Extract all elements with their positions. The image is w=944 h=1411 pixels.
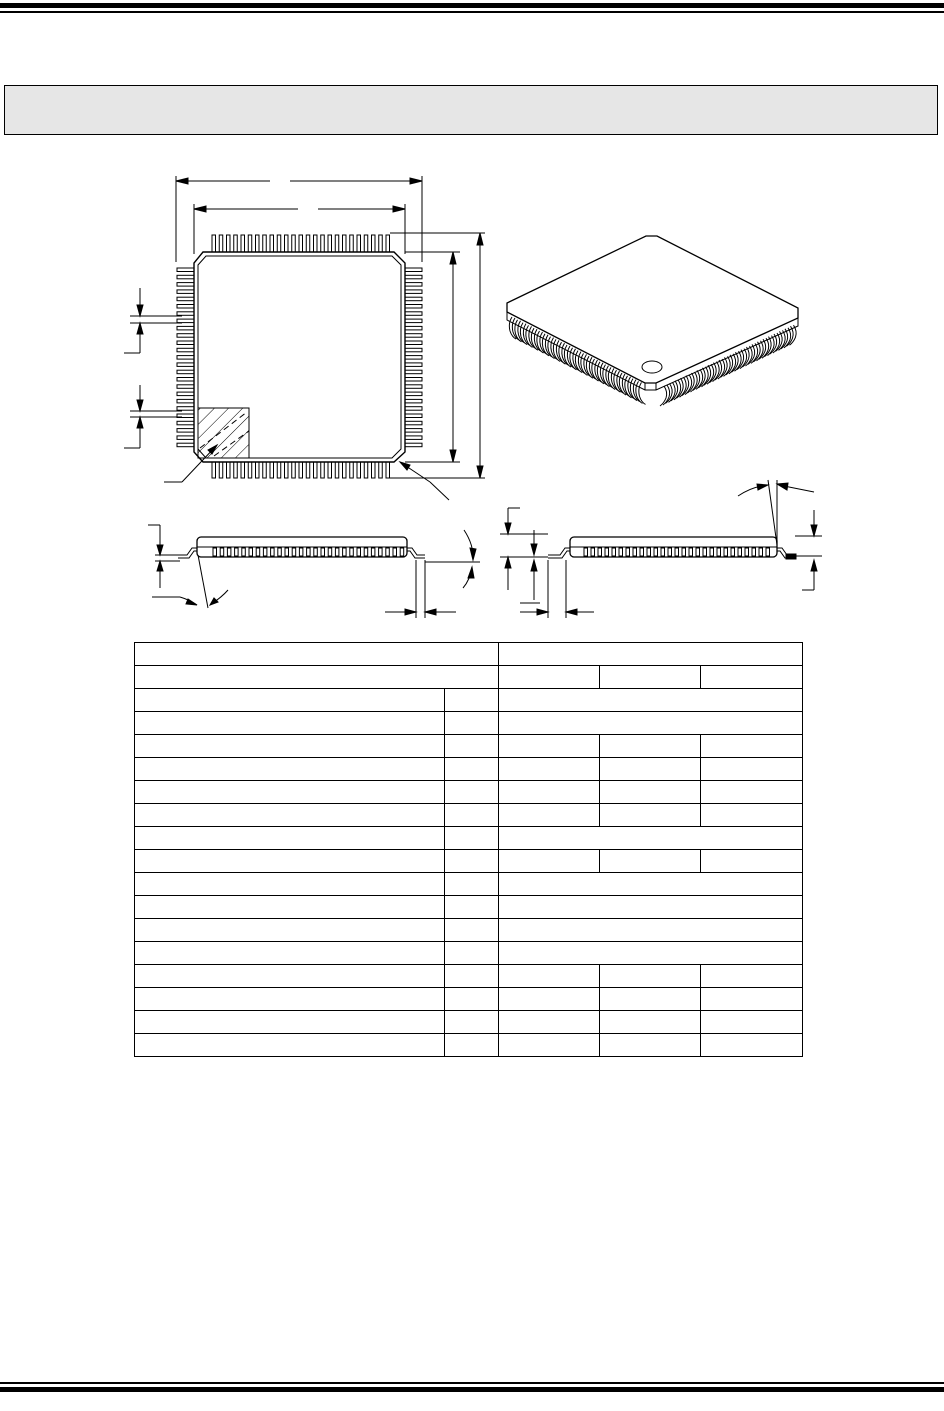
left-pins <box>177 268 194 447</box>
pin <box>766 548 770 556</box>
pin <box>386 235 390 252</box>
pin <box>343 235 347 252</box>
package-drawing <box>0 0 944 640</box>
pin <box>405 283 422 287</box>
pin <box>405 421 422 425</box>
side-view-left <box>148 525 480 618</box>
pin <box>335 548 339 556</box>
table-row <box>135 873 803 896</box>
pin <box>285 462 289 478</box>
pin <box>386 462 390 478</box>
pin <box>306 462 310 478</box>
pin <box>314 462 318 478</box>
pin <box>350 548 354 556</box>
pin <box>343 462 347 478</box>
pin <box>405 370 422 374</box>
pin <box>654 548 658 556</box>
pin <box>364 462 368 478</box>
pin <box>270 462 274 478</box>
pin <box>696 548 700 556</box>
pin <box>271 548 275 556</box>
pin <box>752 548 756 556</box>
pin <box>292 548 296 556</box>
pin <box>364 235 368 252</box>
isometric-view <box>507 236 798 406</box>
pin <box>277 235 281 252</box>
pin <box>314 548 318 556</box>
pin <box>405 363 422 367</box>
top-view <box>124 176 485 500</box>
pin <box>177 443 194 447</box>
lead <box>660 385 670 406</box>
table-row <box>135 758 803 781</box>
pin <box>405 356 422 360</box>
pin <box>405 275 422 279</box>
pin <box>307 548 311 556</box>
bottom-pins <box>212 462 390 478</box>
pin <box>219 462 223 478</box>
pin <box>270 235 274 252</box>
pin <box>241 235 245 252</box>
bottom-rule-thick <box>0 1387 944 1392</box>
pin <box>405 326 422 330</box>
pin <box>335 235 339 252</box>
pin <box>177 283 194 287</box>
pin <box>731 548 735 556</box>
pin <box>710 548 714 556</box>
right-pins <box>405 268 422 447</box>
pin <box>177 290 194 294</box>
table-row <box>135 781 803 804</box>
pin <box>285 548 289 556</box>
pin <box>405 290 422 294</box>
pin <box>220 548 224 556</box>
pin <box>405 436 422 440</box>
bottom-rule-thin <box>0 1382 944 1384</box>
pin1-dimple <box>642 361 662 373</box>
pin <box>299 235 303 252</box>
pin <box>372 235 376 252</box>
top-pins <box>212 235 390 252</box>
pin <box>598 548 602 556</box>
side-view-right <box>500 480 822 618</box>
pin <box>364 548 368 556</box>
pin <box>177 436 194 440</box>
pin <box>405 319 422 323</box>
table-row <box>135 804 803 827</box>
pin <box>350 462 354 478</box>
table-row <box>135 988 803 1011</box>
pin <box>277 462 281 478</box>
pin <box>242 548 246 556</box>
pin <box>241 462 245 478</box>
pin <box>405 305 422 309</box>
pin <box>745 548 749 556</box>
pin <box>177 319 194 323</box>
pin <box>177 312 194 316</box>
pin <box>292 462 296 478</box>
pin <box>405 429 422 433</box>
pin <box>626 548 630 556</box>
pin <box>177 378 194 382</box>
pin <box>584 548 588 556</box>
pin <box>633 548 637 556</box>
pin <box>371 548 375 556</box>
pin <box>405 378 422 382</box>
pin <box>372 462 376 478</box>
pin <box>405 385 422 389</box>
pin <box>717 548 721 556</box>
pin <box>285 235 289 252</box>
pin <box>177 275 194 279</box>
pin <box>759 548 763 556</box>
pin <box>724 548 728 556</box>
pin <box>386 548 390 556</box>
pin <box>357 235 361 252</box>
pin <box>256 548 260 556</box>
pin <box>405 268 422 272</box>
pin <box>591 548 595 556</box>
table-row <box>135 735 803 758</box>
pin <box>177 407 194 411</box>
pin <box>682 548 686 556</box>
pin <box>177 305 194 309</box>
pin <box>263 462 267 478</box>
pin <box>400 548 404 556</box>
pin <box>405 443 422 447</box>
pin <box>647 548 651 556</box>
pin <box>227 548 231 556</box>
pin <box>263 235 267 252</box>
pin <box>177 341 194 345</box>
pin <box>689 548 693 556</box>
pin <box>177 356 194 360</box>
pin <box>177 385 194 389</box>
lead <box>636 381 646 404</box>
table-row <box>135 850 803 873</box>
pin <box>177 392 194 396</box>
pin <box>335 462 339 478</box>
table-row <box>135 942 803 965</box>
pin <box>177 421 194 425</box>
pin <box>328 235 332 252</box>
pin <box>227 462 231 478</box>
pin <box>328 548 332 556</box>
pin <box>675 548 679 556</box>
table-row <box>135 827 803 850</box>
pin <box>350 235 354 252</box>
pin <box>343 548 347 556</box>
pin <box>278 548 282 556</box>
pin <box>379 462 383 478</box>
pin <box>227 235 231 252</box>
pin <box>177 297 194 301</box>
pin <box>306 235 310 252</box>
pin <box>393 548 397 556</box>
pin <box>321 462 325 478</box>
pin <box>177 326 194 330</box>
table-row <box>135 643 803 666</box>
table-row <box>135 965 803 988</box>
pin <box>321 235 325 252</box>
pin <box>405 348 422 352</box>
pin <box>256 235 260 252</box>
pin <box>177 334 194 338</box>
table-row <box>135 666 803 689</box>
pin <box>177 268 194 272</box>
pin <box>248 235 252 252</box>
pin <box>605 548 609 556</box>
pin <box>661 548 665 556</box>
pin <box>738 548 742 556</box>
pin <box>235 548 239 556</box>
pin <box>405 407 422 411</box>
pin <box>612 548 616 556</box>
pin <box>212 462 216 478</box>
pin <box>248 462 252 478</box>
pin <box>177 399 194 403</box>
pin <box>405 399 422 403</box>
dimensions-table <box>134 642 803 1057</box>
pin <box>357 462 361 478</box>
pin <box>405 392 422 396</box>
pin <box>213 548 217 556</box>
pin <box>328 462 332 478</box>
table-row <box>135 712 803 735</box>
pin1-hatch <box>198 408 249 458</box>
pin <box>234 462 238 478</box>
table-row <box>135 919 803 942</box>
table-row <box>135 1011 803 1034</box>
pin <box>405 341 422 345</box>
pin <box>263 548 267 556</box>
pin <box>177 363 194 367</box>
table-row <box>135 1034 803 1057</box>
pin <box>405 297 422 301</box>
pin <box>234 235 238 252</box>
pin <box>256 462 260 478</box>
pin <box>321 548 325 556</box>
pin <box>212 235 216 252</box>
pin <box>299 462 303 478</box>
pin <box>177 429 194 433</box>
table-row <box>135 896 803 919</box>
pin <box>177 348 194 352</box>
pin <box>379 235 383 252</box>
pin <box>249 548 253 556</box>
pin <box>299 548 303 556</box>
pin <box>177 370 194 374</box>
pin <box>405 334 422 338</box>
pin <box>668 548 672 556</box>
pin <box>314 235 318 252</box>
table-row <box>135 689 803 712</box>
pin <box>405 312 422 316</box>
pin <box>357 548 361 556</box>
pin <box>219 235 223 252</box>
pin <box>405 414 422 418</box>
pin <box>640 548 644 556</box>
pin <box>619 548 623 556</box>
pin <box>292 235 296 252</box>
pin <box>703 548 707 556</box>
pin <box>379 548 383 556</box>
